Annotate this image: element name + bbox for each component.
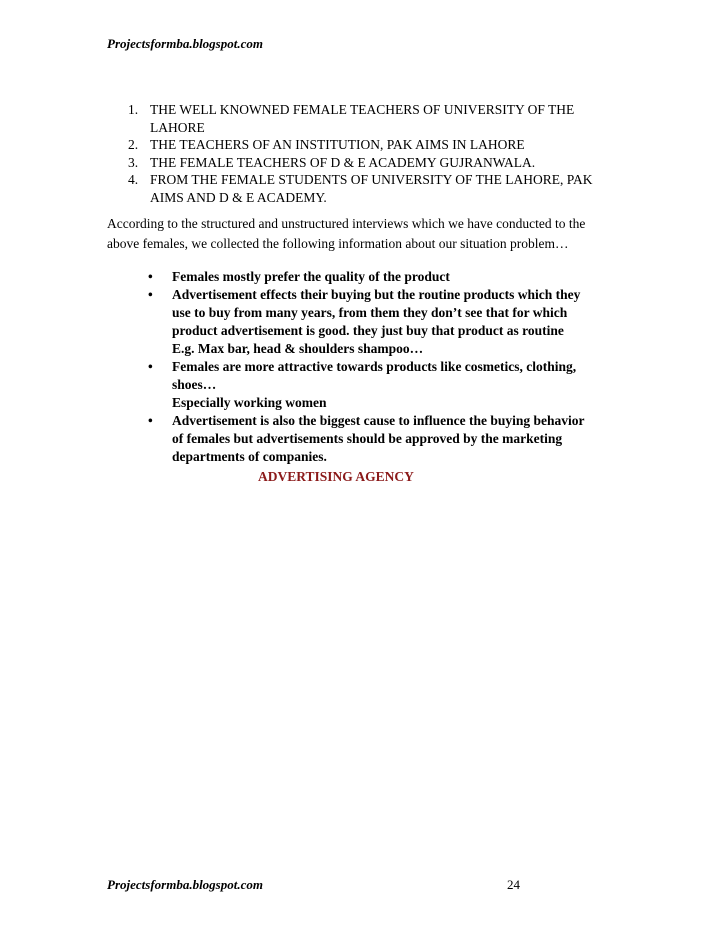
bullet-line: shoes… [172,377,217,392]
bullet-line: E.g. Max bar, head & shoulders shampoo… [172,341,424,356]
bullet-dot-icon: • [148,287,153,302]
list-item [120,171,640,206]
bullet-item [148,268,628,286]
numbered-list [120,101,640,206]
list-item-number: 4. [128,172,139,187]
list-item-line: THE WELL KNOWNED FEMALE TEACHERS OF UNIVERSITY OF THE [150,102,575,117]
bullet-dot-icon: • [148,359,153,374]
intro-paragraph [107,214,627,254]
bullet-item [148,286,628,358]
list-item-line: LAHORE [150,119,205,135]
bullet-line: Females mostly prefer the quality of the product [172,269,450,284]
paragraph-line: According to the structured and unstructured interviews which we have conducted to the [107,216,586,231]
bullet-line: use to buy from many years, from them they don’t see that for which [172,305,568,320]
bullet-item [148,412,628,466]
bullet-line: of females but advertisements should be approved by the marketing [172,431,563,446]
list-item-number: 2. [128,137,139,152]
paragraph-line: above females, we collected the following information about our situation problem… [107,236,569,251]
bullet-line: Advertisement is also the biggest cause to influence the buying behavior [172,413,585,428]
list-item [120,136,640,154]
list-item-line: FROM THE FEMALE STUDENTS OF UNIVERSITY OF THE LAHORE, PAK [150,172,593,187]
bullet-item [148,358,628,412]
bullet-line: Advertisement effects their buying but the routine products which they [172,287,581,302]
page-footer: Projectsformba.blogspot.com [107,877,263,892]
list-item-line: AIMS AND D & E ACADEMY. [150,189,327,205]
list-item-line: THE TEACHERS OF AN INSTITUTION, PAK AIMS IN LAHORE [150,137,525,152]
bullet-dot-icon: • [148,413,153,428]
page-number: 24 [507,877,520,892]
bullet-dot-icon: • [148,269,153,284]
bullet-line: Females are more attractive towards products like cosmetics, clothing, [172,359,577,374]
list-item [120,101,640,136]
bullet-line: product advertisement is good. they just buy that product as routine [172,323,564,338]
list-item-number: 3. [128,154,139,170]
page-header: Projectsformba.blogspot.com [107,36,263,51]
bullet-line: departments of companies. [172,449,327,464]
list-item [120,154,640,172]
section-title: ADVERTISING AGENCY [258,469,414,484]
list-item-number: 1. [128,102,139,117]
bullet-line: Especially working women [172,395,327,410]
list-item-line: THE FEMALE TEACHERS OF D & E ACADEMY GUJRANWALA. [150,154,536,170]
bullet-list [148,268,628,466]
